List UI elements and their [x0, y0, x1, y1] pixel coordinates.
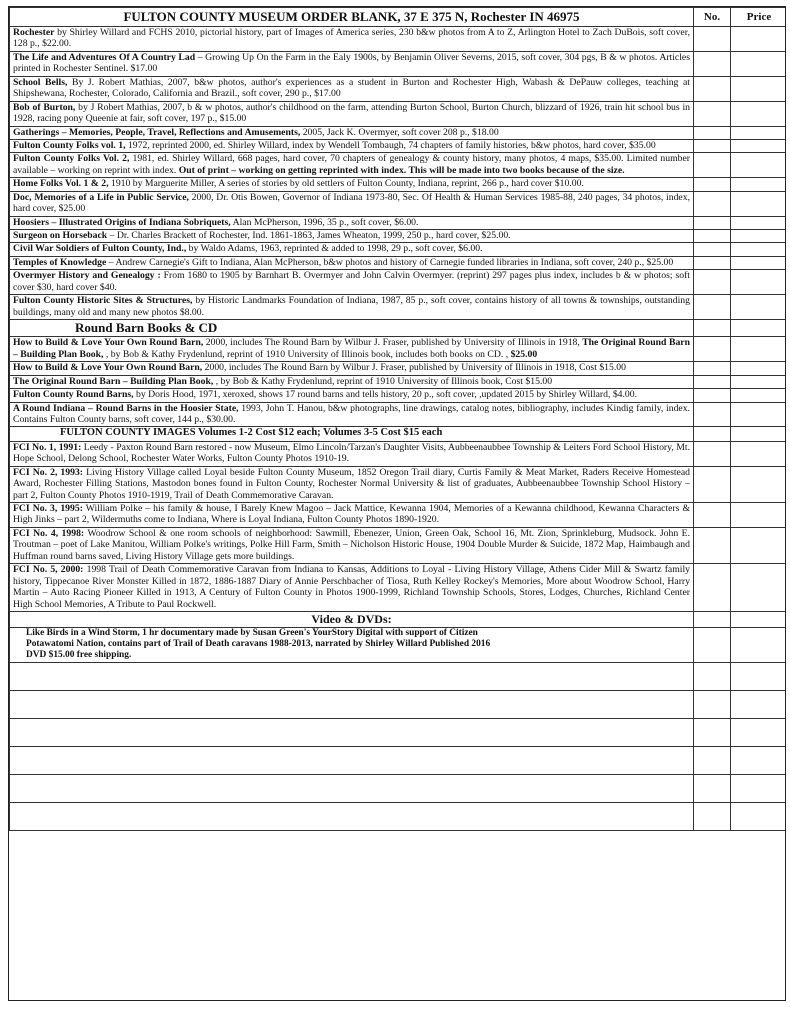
item-details: Alan McPherson, 1996, 35 p., soft cover, $6.00.: [230, 216, 419, 228]
item-title: Doc, Memories of a Life in Public Service,: [13, 191, 189, 203]
item-description: [10, 527, 694, 563]
order-item-row: [10, 230, 787, 243]
item-description: [10, 503, 694, 528]
quantity-cell[interactable]: [694, 747, 731, 775]
section-heading-video: Video & DVDs:: [311, 611, 392, 626]
quantity-cell[interactable]: [694, 51, 731, 76]
section-heading-fci: FULTON COUNTY IMAGES Volumes 1-2 Cost $12 each; Volumes 3-5 Cost $15 each: [60, 427, 443, 439]
item-title: FCI No. 5, 2000:: [13, 564, 84, 576]
price-cell[interactable]: [731, 178, 787, 191]
quantity-cell[interactable]: [694, 527, 731, 563]
item-title: Rochester: [13, 27, 55, 38]
order-item-row: [10, 375, 787, 388]
quantity-cell[interactable]: [694, 803, 731, 831]
item-description: [10, 139, 694, 152]
item-title: Fulton County Historic Sites & Structures,: [13, 295, 193, 307]
item-title: FCI No. 3, 1995:: [13, 503, 83, 515]
price-cell[interactable]: [731, 427, 787, 441]
item-details: Woodrow School & one room schools of neighborhood: Sawmill, Ebenezer, Union, Green Oak, School 16, Mt. Zion, Sprinkleburg, Mudsock. John E. Troutman – poet of Lake Manitou, William Polke's writings, Polke Hill Farm, Smith – Nicholson Historic House, 1904 Double Murder & Suicide, 1872 Map, Haimbaugh and Huffman round barns saved, Living History Village gets more buildings.: [13, 527, 691, 562]
order-item-row: [10, 126, 787, 139]
item-details: , by Bob & Kathy Frydenlund, reprint of 1910 University of Illinois book, includes both books on CD. ,: [103, 348, 509, 360]
order-item-row: [10, 256, 787, 269]
quantity-cell[interactable]: [694, 663, 731, 691]
order-item-row: [10, 51, 787, 76]
order-item-row: [10, 139, 787, 152]
item-description: [10, 441, 694, 466]
quantity-cell[interactable]: [694, 402, 731, 427]
item-title: Out of print – working on getting reprinted with index. This will be made into two books because of the size.: [176, 164, 625, 176]
section-heading-row: [10, 427, 787, 441]
video-line: Potawatomi Nation, contains part of Trail of Death caravans 1988-2013, narrated by Shirley Willard Published 2016: [26, 639, 491, 650]
quantity-cell[interactable]: [694, 628, 731, 663]
quantity-cell[interactable]: [694, 178, 731, 191]
price-cell[interactable]: [731, 126, 787, 139]
price-cell[interactable]: [731, 628, 787, 663]
price-cell[interactable]: [731, 76, 787, 101]
price-cell[interactable]: [731, 256, 787, 269]
order-item-row: [10, 362, 787, 375]
item-description: [10, 126, 694, 139]
order-item-row: [10, 389, 787, 402]
item-description: [10, 389, 694, 402]
price-cell[interactable]: [731, 139, 787, 152]
item-title: Civil War Soldiers of Fulton County, Ind.,: [13, 243, 187, 255]
blank-order-row: [10, 691, 787, 719]
quantity-cell[interactable]: [694, 691, 731, 719]
quantity-cell[interactable]: [694, 375, 731, 388]
item-description: [10, 216, 694, 229]
blank-order-row: [10, 663, 787, 691]
price-cell[interactable]: [731, 747, 787, 775]
item-description: [10, 27, 694, 52]
quantity-cell[interactable]: [694, 243, 731, 256]
item-title: A Round Indiana – Round Barns in the Hoosier State,: [13, 402, 239, 414]
item-description: [10, 747, 694, 775]
section-heading-row: [10, 320, 787, 337]
quantity-cell[interactable]: [694, 775, 731, 803]
price-cell[interactable]: [731, 441, 787, 466]
quantity-cell[interactable]: [694, 270, 731, 295]
item-details: From 1680 to 1905 by Barnhart B. Overmyer and John Calvin Overmyer. (reprint) 297 pages plus index, includes b & w photos; soft cover $30, hard cover $40.: [13, 270, 690, 293]
price-cell[interactable]: [731, 527, 787, 563]
item-details: 2005, Jack K. Overmyer, soft cover 208 p., $18.00: [300, 126, 499, 138]
item-details: William Polke – his family & house, I Barely Knew Magoo – Jack Mattice, Kewanna 1904, Memories of a Kewanna childhood, Kewanna Characters & High Jinks – part 2, Wildermuths come to Indiana, Where is Loyal Indiana, Fulton County Photos 1890-1920.: [13, 503, 690, 526]
price-cell[interactable]: [731, 101, 787, 126]
item-title: How to Build & Love Your Own Round Barn,: [13, 362, 203, 374]
price-cell[interactable]: [731, 375, 787, 388]
item-title: $25.00: [508, 348, 538, 360]
item-title: The Original Round Barn – Building Plan Book,: [13, 375, 214, 387]
item-description: [10, 803, 694, 831]
item-title: Fulton County Round Barns,: [13, 389, 134, 401]
item-details: 1910 by Marguerite Miller, A series of stories by old settlers of Fulton County, Indiana, reprint, 266 p., hard cover $10.00.: [108, 178, 584, 190]
item-title: School Bells,: [13, 76, 68, 88]
price-cell[interactable]: [731, 191, 787, 216]
price-column-header: Price: [731, 8, 787, 27]
quantity-cell[interactable]: [694, 295, 731, 320]
item-details: – Growing Up On the Farm in the Ealy 1900s, by Benjamin Oliver Severns, 2015, soft cover, 304 pgs, B & w photos. Articles printed in Rochester Sentinel. $17.00: [13, 51, 690, 75]
price-cell[interactable]: [731, 320, 787, 337]
video-line: DVD $15.00 free shipping.: [26, 650, 132, 661]
item-description: [10, 611, 694, 627]
price-cell[interactable]: [731, 402, 787, 427]
item-details: Living History Village called Loyal beside Fulton County Museum, 1852 Oregon Trail diary, Curtis Family & Meat Market, Raders Receive Homestead Award, Rochester Filling Stations, Mastodon bones found in Fulton County, Rochester Normal University & list of graduates, Aubbeenaubbee Township School History – part 2, Fulton County Photos 1910-1919, Trail of Death Commemorative Caravan.: [13, 466, 690, 501]
item-details: 1981, ed. Shirley Willard, 668 pages, hard cover, 70 chapters of genealogy & county history, many photos, 4 maps, $35.00. Limited number available – working on reprint with index.: [13, 153, 690, 176]
order-table: [9, 7, 786, 831]
order-item-row: [10, 564, 787, 612]
price-cell[interactable]: [731, 663, 787, 691]
quantity-cell[interactable]: [694, 503, 731, 528]
price-cell[interactable]: [731, 51, 787, 76]
item-details: 1993, John T. Hanou, b&w photographs, line drawings, catalog notes, bibliography, includes Kindig family, index. Contains Fulton County barns, soft cover, 144 p., $30.00.: [13, 402, 690, 426]
price-cell[interactable]: [731, 503, 787, 528]
item-description: [10, 663, 694, 691]
item-description: [10, 402, 694, 427]
item-description: [10, 320, 694, 337]
item-description: [10, 101, 694, 126]
quantity-cell[interactable]: [694, 256, 731, 269]
item-details: 2000, Dr. Otis Bowen, Governor of Indiana 1973-80, Sec. Of Health & Human Services 1985-88, 240 pages, 34 photos, index, hard cover, $25.00: [13, 191, 690, 215]
item-title: FCI No. 2, 1993:: [13, 466, 84, 478]
item-title: Hoosiers – Illustrated Origins of Indiana Sobriquets,: [13, 216, 231, 228]
quantity-cell[interactable]: [694, 719, 731, 747]
item-description: [10, 691, 694, 719]
item-title: Home Folks Vol. 1 & 2,: [13, 178, 109, 190]
item-description: [10, 564, 694, 612]
price-cell[interactable]: [731, 466, 787, 502]
price-cell[interactable]: [731, 337, 787, 362]
order-item-row: [10, 101, 787, 126]
quantity-cell[interactable]: [694, 230, 731, 243]
order-item-row: [10, 191, 787, 216]
order-item-row: [10, 466, 787, 502]
quantity-cell[interactable]: [694, 153, 731, 178]
price-cell[interactable]: [731, 230, 787, 243]
item-description: [10, 466, 694, 502]
item-details: By J. Robert Mathias, 2007, b&w photos, author's experiences as a student in Burton and Rochester High, Wabash & DePauw colleges, teaching at Shipshewana, Rochester, Colorado, California and Brazil., soft cover, 290 p., $17.00: [13, 76, 690, 100]
item-description: [10, 178, 694, 191]
quantity-cell[interactable]: [694, 101, 731, 126]
item-title: Surgeon on Horseback: [13, 230, 108, 241]
quantity-cell[interactable]: [694, 126, 731, 139]
section-heading-round-barn: Round Barn Books & CD: [75, 320, 218, 336]
item-details: Leedy - Paxton Round Barn restored - now Museum, Elmo Lincoln/Tarzan's Daughter Visits, Aubbeenaubbee Township & Leiters Ford School History, Mt. Hope School, Delong School, Rochester Water Works, Fulton County Photos 1910-19.: [13, 441, 691, 465]
header-row: [10, 8, 787, 27]
order-item-row: [10, 628, 787, 663]
order-item-row: [10, 216, 787, 229]
price-cell[interactable]: [731, 719, 787, 747]
item-description: [10, 230, 694, 243]
item-description: [10, 775, 694, 803]
item-details: – Dr. Charles Brackett of Rochester, Ind. 1861-1863, James Wheaton, 1999, 250 p., hard cover, $25.00.: [107, 230, 511, 241]
quantity-column-header: No.: [694, 8, 731, 27]
item-details: 1998 Trail of Death Commemorative Caravan from Indiana to Kansas, Additions to Loyal - Living History Village, Athens Cider Mill & Swartz family history, Tippecanoe River Monster Killed in 1872, 1886-1887 Diary of Annie Perschbacher of Tiosa, Ruth Kelley Rockey's Memories, More about Woodrow School, Harry Martin – Auto Racing Pioneer Killed in 1913, A Century of Fulton County in Photos 1900-1999, Richland Township Schools, Stores, Lodges, Churches, Richland Center High School Memories, A Tribute to Paul Rockwell.: [13, 564, 690, 610]
item-details: , by Bob & Kathy Frydenlund, reprint of 1910 University of Illinois book, Cost $15.00: [213, 375, 553, 387]
order-item-row: [10, 270, 787, 295]
item-title: FCI No. 4, 1998:: [13, 527, 85, 539]
item-details: 1972, reprinted 2000, ed. Shirley Willard, index by Wendell Tombaugh, 74 chapters of family histories, b&w photos, hard cover, $35.00: [125, 139, 656, 151]
order-item-row: [10, 76, 787, 101]
item-description: [10, 51, 694, 76]
price-cell[interactable]: [731, 691, 787, 719]
item-title: Temples of Knowledge: [13, 256, 107, 268]
blank-order-row: [10, 719, 787, 747]
blank-order-row: [10, 747, 787, 775]
item-description: [10, 270, 694, 295]
item-details: by Waldo Adams, 1963, reprinted & added to 1998, 29 p., soft cover, $6.00.: [186, 243, 483, 255]
quantity-cell[interactable]: [694, 216, 731, 229]
video-line: Like Birds in a Wind Storm, 1 hr documentary made by Susan Green's YourStory Digital with support of Citizen: [26, 628, 478, 639]
quantity-cell[interactable]: [694, 191, 731, 216]
item-details: 2000, includes The Round Barn by Wilbur J. Fraser, published by University of Illinois in 1918, Cost $15.00: [202, 362, 626, 374]
item-description: [10, 256, 694, 269]
price-cell[interactable]: [731, 295, 787, 320]
item-description: [10, 337, 694, 362]
item-details: 2000, includes The Round Barn by Wilbur J. Fraser, published by University of Illinois in 1918,: [203, 337, 580, 349]
order-item-row: [10, 153, 787, 178]
item-title: Fulton County Folks vol. 1,: [13, 139, 126, 151]
price-cell[interactable]: [731, 243, 787, 256]
quantity-cell[interactable]: [694, 76, 731, 101]
section-heading-row: [10, 611, 787, 627]
item-title: Gatherings – Memories, People, Travel, Reflections and Amusements,: [13, 126, 301, 138]
item-description: [10, 628, 694, 663]
price-cell[interactable]: [731, 564, 787, 612]
quantity-cell[interactable]: [694, 611, 731, 627]
item-description: [10, 153, 694, 178]
price-cell[interactable]: [731, 27, 787, 52]
price-cell[interactable]: [731, 362, 787, 375]
order-item-row: [10, 503, 787, 528]
quantity-cell[interactable]: [694, 564, 731, 612]
price-cell[interactable]: [731, 153, 787, 178]
quantity-cell[interactable]: [694, 139, 731, 152]
order-item-row: [10, 27, 787, 52]
order-item-row: [10, 527, 787, 563]
item-title: Fulton County Folks Vol. 2,: [13, 153, 130, 165]
price-cell[interactable]: [731, 803, 787, 831]
item-description: [10, 362, 694, 375]
quantity-cell[interactable]: [694, 320, 731, 337]
blank-order-row: [10, 775, 787, 803]
item-title: FCI No. 1, 1991:: [13, 441, 82, 453]
order-item-row: [10, 243, 787, 256]
item-description: [10, 427, 694, 441]
price-cell[interactable]: [731, 270, 787, 295]
order-item-row: [10, 295, 787, 320]
item-title: How to Build & Love Your Own Round Barn,: [13, 337, 204, 349]
quantity-cell[interactable]: [694, 337, 731, 362]
item-details: by Historic Landmarks Foundation of Indiana, 1987, 85 p., soft cover, contains history of all towns & townships, outstanding buildings, many old and many new photos $8.00.: [13, 295, 690, 318]
item-details: by J Robert Mathias, 2007, b & w photos, author's childhood on the farm, attending Burton School, Burton Church, blizzard of 1926, train hit school bus in 1928, racing pony Queenie at fair, soft cover, 197 p., $15.00: [13, 101, 690, 125]
order-item-row: [10, 441, 787, 466]
price-cell[interactable]: [731, 216, 787, 229]
order-blank-sheet: [8, 6, 786, 1001]
item-description: [10, 375, 694, 388]
quantity-cell[interactable]: [694, 362, 731, 375]
order-item-row: [10, 337, 787, 362]
item-description: [10, 243, 694, 256]
item-details: by Doris Hood, 1971, xeroxed, shows 17 round barns and tells history, 20 p., soft cover, ,updated 2015 by Shirley Willard, $4.00.: [133, 389, 638, 401]
quantity-cell[interactable]: [694, 27, 731, 52]
price-cell[interactable]: [731, 611, 787, 627]
item-title: The Life and Adventures Of A Country Lad: [13, 51, 196, 63]
price-cell[interactable]: [731, 775, 787, 803]
price-cell[interactable]: [731, 389, 787, 402]
item-details: by Shirley Willard and FCHS 2010, pictorial history, part of Images of America series, 230 b&w photos from A to Z, Arlington Hotel to Zach DuBois, soft cover, 128 p., $22.00.: [13, 27, 690, 50]
item-description: [10, 295, 694, 320]
item-details: – Andrew Carnegie's Gift to Indiana, Alan McPherson, b&w photos and history of Carnegie funded libraries in Indiana, soft cover, 240 p., $25.00: [106, 256, 674, 268]
item-description: [10, 76, 694, 101]
quantity-cell[interactable]: [694, 441, 731, 466]
item-title: Overmyer History and Genealogy :: [13, 270, 161, 282]
item-description: [10, 191, 694, 216]
item-description: [10, 719, 694, 747]
quantity-cell[interactable]: [694, 466, 731, 502]
order-item-row: [10, 402, 787, 427]
order-blank-title: FULTON COUNTY MUSEUM ORDER BLANK, 37 E 375 N, Rochester IN 46975: [10, 8, 694, 27]
item-title: Bob of Burton,: [13, 101, 76, 113]
item-title: The Original Round Barn – Building Plan Book,: [13, 337, 690, 360]
quantity-cell[interactable]: [694, 389, 731, 402]
quantity-cell[interactable]: [694, 427, 731, 441]
order-item-row: [10, 178, 787, 191]
blank-order-row: [10, 803, 787, 831]
